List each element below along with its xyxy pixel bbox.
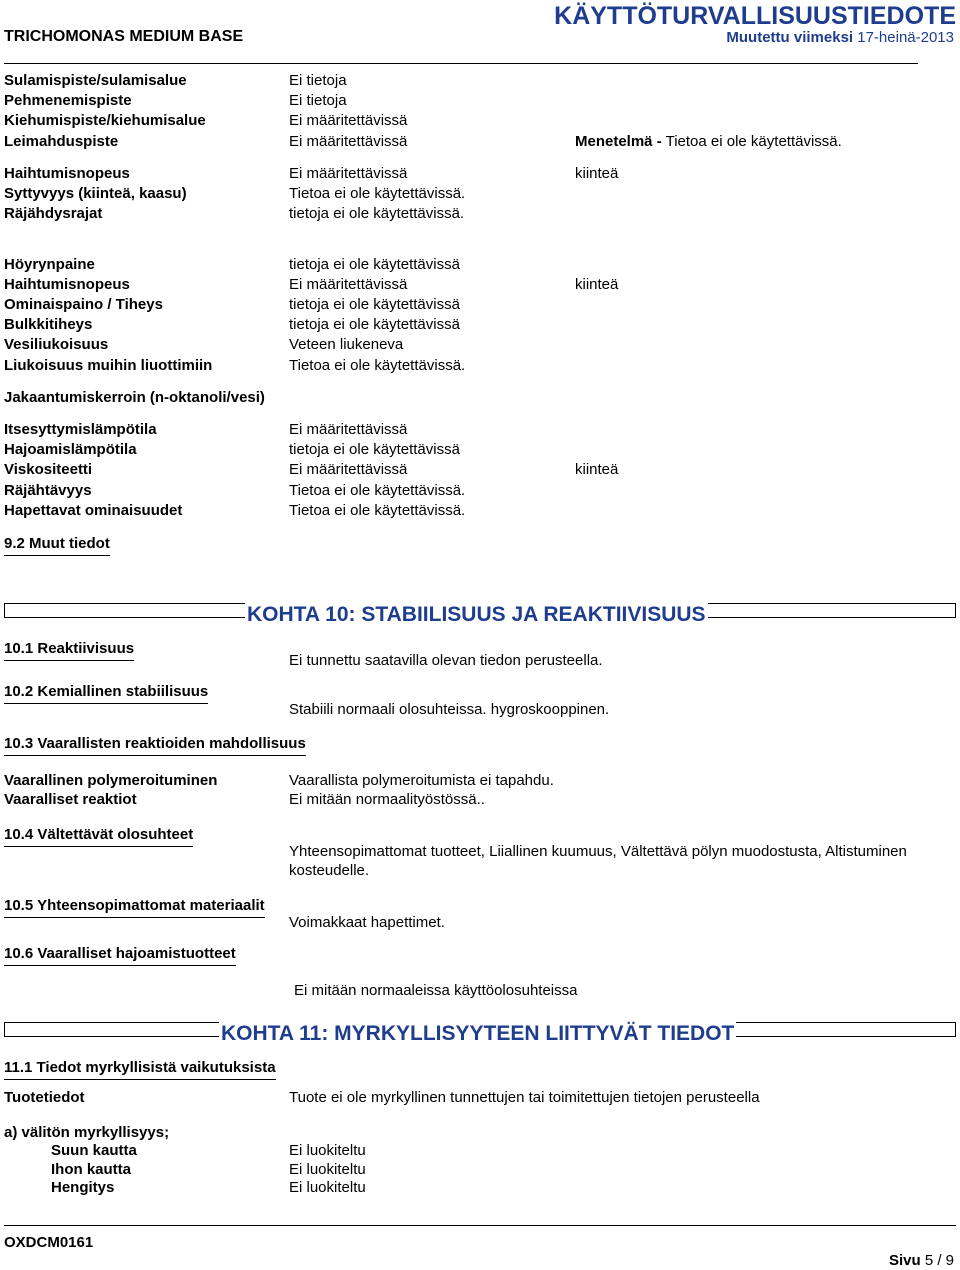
prop-note: kiinteä (575, 165, 619, 182)
prop-label: Ominaispaino / Tiheys (4, 296, 163, 313)
prop-label: Hajoamislämpötila (4, 441, 137, 458)
revision-date: 17-heinä-2013 (857, 29, 954, 46)
prop-label: Sulamispiste/sulamisalue (4, 72, 187, 89)
acute-toxicity-label: a) välitön myrkyllisyys; (4, 1124, 170, 1141)
prop-label: Haihtumisnopeus (4, 165, 130, 182)
route-value: Ei luokiteltu (289, 1161, 366, 1178)
prop-label: Itsesyttymislämpötila (4, 421, 157, 438)
incompatible-materials-value: Voimakkaat hapettimet. (289, 914, 445, 931)
avoid-conditions-line1: Yhteensopimattomat tuotteet, Liiallinen kuumuus, Vältettävä pölyn muodostusta, Altistuminen (289, 843, 907, 860)
method-info (575, 133, 842, 151)
header-divider (4, 63, 918, 64)
prop-label: Pehmenemispiste (4, 92, 132, 109)
method-label: Menetelmä - (575, 133, 662, 150)
product-info-value: Tuote ei ole myrkyllinen tunnettujen tai toimitettujen tietojen perusteella (289, 1089, 760, 1106)
prop-value: Ei tietoja (289, 72, 347, 89)
prop-value: Tietoa ei ole käytettävissä. (289, 502, 466, 519)
route-label: Hengitys (51, 1179, 115, 1196)
prop-value: tietoja ei ole käytettävissä (289, 296, 460, 313)
section-9-2-title: 9.2 Muut tiedot (4, 535, 110, 556)
section-11-1-title: 11.1 Tiedot myrkyllisistä vaikutuksista (4, 1059, 276, 1080)
document-title: KÄYTTÖTURVALLISUUSTIEDOTE (554, 2, 956, 30)
prop-value: tietoja ei ole käytettävissä (289, 441, 460, 458)
polymerization-label: Vaarallinen polymeroituminen (4, 772, 218, 789)
polymerization-value: Vaarallista polymeroitumista ei tapahdu. (289, 772, 554, 789)
route-label: Suun kautta (51, 1142, 137, 1159)
reactions-label: Vaaralliset reaktiot (4, 791, 137, 808)
prop-value: Ei määritettävissä (289, 276, 408, 293)
product-name: TRICHOMONAS MEDIUM BASE (4, 28, 244, 45)
prop-value: Tietoa ei ole käytettävissä. (289, 185, 466, 202)
prop-value: Ei tietoja (289, 92, 347, 109)
reactions-value: Ei mitään normaalityöstössä.. (289, 791, 485, 808)
prop-label: Kiehumispiste/kiehumisalue (4, 112, 206, 129)
revision-info (726, 29, 954, 47)
prop-value: Veteen liukeneva (289, 336, 404, 353)
page-label: Sivu (888, 1252, 921, 1269)
route-value: Ei luokiteltu (289, 1179, 366, 1196)
product-info-label: Tuotetiedot (4, 1089, 85, 1106)
prop-value: tietoja ei ole käytettävissä (289, 256, 460, 273)
prop-label: Höyrynpaine (4, 256, 95, 273)
prop-label: Hapettavat ominaisuudet (4, 502, 183, 519)
prop-value: Tietoa ei ole käytettävissä. (289, 482, 466, 499)
stability-value: Stabiili normaali olosuhteissa. hygroskooppinen. (289, 701, 610, 718)
prop-label: Syttyvyys (kiinteä, kaasu) (4, 185, 187, 202)
prop-label: Räjähtävyys (4, 482, 92, 499)
decomposition-products-value: Ei mitään normaaleissa käyttöolosuhteissa (294, 982, 578, 999)
section-10-title: KOHTA 10: STABIILISUUS JA REAKTIIVISUUS (247, 603, 706, 626)
document-code: OXDCM0161 (4, 1234, 94, 1251)
prop-label: Liukoisuus muihin liuottimiin (4, 357, 213, 374)
footer-divider (4, 1225, 956, 1226)
section-10-5-title: 10.5 Yhteensopimattomat materiaalit (4, 897, 265, 918)
section-10-2-title: 10.2 Kemiallinen stabiilisuus (4, 683, 208, 704)
prop-value: Ei määritettävissä (289, 112, 408, 129)
prop-value: Ei määritettävissä (289, 461, 408, 478)
route-value: Ei luokiteltu (289, 1142, 366, 1159)
prop-label: Viskositeetti (4, 461, 93, 478)
prop-note: kiinteä (575, 461, 619, 478)
page-value: 5 / 9 (924, 1252, 954, 1269)
prop-value: tietoja ei ole käytettävissä. (289, 205, 465, 222)
section-10-4-title: 10.4 Vältettävät olosuhteet (4, 826, 193, 847)
page-number (889, 1252, 954, 1270)
prop-label: Leimahduspiste (4, 133, 119, 150)
prop-value: tietoja ei ole käytettävissä (289, 316, 460, 333)
prop-label: Vesiliukoisuus (4, 336, 109, 353)
prop-note: kiinteä (575, 276, 619, 293)
section-10-3-title: 10.3 Vaarallisten reaktioiden mahdollisuus (4, 735, 306, 756)
prop-value: Tietoa ei ole käytettävissä. (289, 357, 466, 374)
route-label: Ihon kautta (51, 1161, 132, 1178)
avoid-conditions-line2: kosteudelle. (289, 862, 370, 879)
prop-value: Ei määritettävissä (289, 165, 408, 182)
reactivity-value: Ei tunnettu saatavilla olevan tiedon perusteella. (289, 652, 603, 669)
prop-label: Haihtumisnopeus (4, 276, 130, 293)
section-11-title: KOHTA 11: MYRKYLLISYYTEEN LIITTYVÄT TIEDOT (221, 1022, 735, 1045)
partition-coefficient-label: Jakaantumiskerroin (n-oktanoli/vesi) (4, 389, 265, 406)
section-10-6-title: 10.6 Vaaralliset hajoamistuotteet (4, 945, 236, 966)
prop-label: Räjähdysrajat (4, 205, 103, 222)
prop-value: Ei määritettävissä (289, 421, 408, 438)
prop-value: Ei määritettävissä (289, 133, 408, 150)
section-10-1-title: 10.1 Reaktiivisuus (4, 640, 134, 661)
method-value: Tietoa ei ole käytettävissä. (665, 133, 842, 150)
revision-label: Muutettu viimeksi (726, 29, 854, 46)
prop-label: Bulkkitiheys (4, 316, 93, 333)
